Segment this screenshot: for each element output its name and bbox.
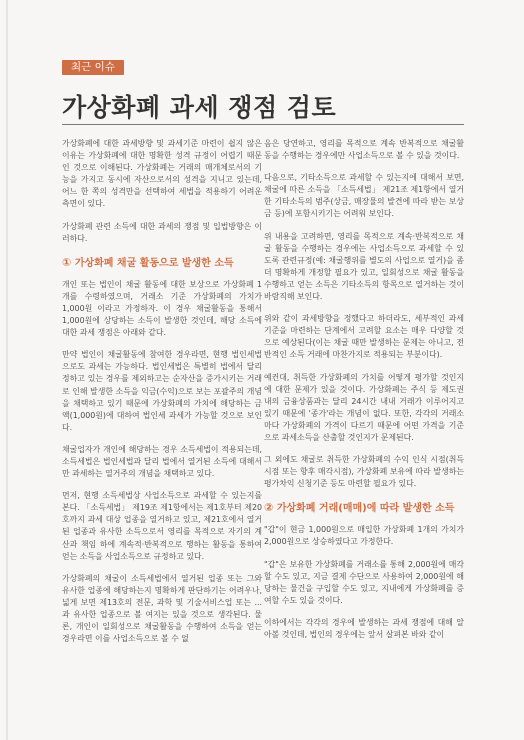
paragraph: 예컨대, 취득한 가상화폐의 가치를 어떻게 평가할 것인지에 대한 문제가 있을 것이다. 가상화폐는 주식 등 제도권 내의 금융상품과는 달리 24시간 내내 거래가 이루어지고 있기 때문에 '종가'라는 개념이 없다. 또한, 각각의 거래소마다 가상화폐의 가격이 다르기 때문에 어떤 가격을 기준으로 과세소득을 산출할 것인지가 문제된다. <box>264 372 464 442</box>
left-column <box>62 138 262 655</box>
section-heading-2 <box>264 500 464 517</box>
paragraph: 개인 또는 법인이 채굴 활동에 대한 보상으로 가상화폐 1개를 수령하였으며, 거래소 기준 가상화폐의 가치가 1,000원 이라고 가정하자. 이 경우 채굴활동을 통해서 1,000원에 상당하는 소득이 발생한 것인데, 해당 소득에 대한 과세 쟁점은 아래와 같다. <box>62 279 262 338</box>
paragraph: 그 외에도 채굴로 취득한 가상화폐의 수익 인식 시점(취득시점 또는 향후 매각시점), 가상화폐 보유에 따라 발생하는 평가차익 신청기준 등도 마련할 필요가 있다. <box>264 455 464 489</box>
paragraph: 먼저, 현행 소득세법상 사업소득으로 과세할 수 있는지를 본다. 「소득세법」 제19조 제1항에서는 제1호부터 제20호까지 과세 대상 업종을 열거하고 있고, 제21호에서 열거된 업종과 유사한 소득으로서 영리를 목적으로 자기의 계산과 책임 하에 계속적·반복적으로 행하는 활동을 통하여 얻는 소득을 사업소득으로 규정하고 있다. <box>62 491 262 561</box>
paragraph: 채굴업자가 개인에 해당하는 경우 소득세법이 적용되는데, 소득세법은 법인세법과 달리 법에서 열거된 소득에 대해서만 과세하는 열거주의 개념을 채택하고 있다. <box>62 444 262 479</box>
paragraph: 다음으로, 기타소득으로 과세할 수 있는지에 대해서 보면, 채굴에 따른 소득을 「소득세법」 제21조 제1항에서 열거한 기타소득의 범주(상금, 매장물의 발견에 따라 받는 보상금 등)에 포함시키기는 어려워 보인다. <box>264 173 464 219</box>
section-heading-1 <box>62 255 262 272</box>
article-title: 가상화폐 과세 쟁점 검토 <box>62 93 337 122</box>
section-title: 가상화폐 거래(매매)에 따라 발생한 소득 <box>276 503 455 515</box>
paragraph: 음은 당연하고, 영리를 목적으로 계속 반복적으로 채굴활동을 수행하는 경우에만 사업소득으로 볼 수 있을 것이다. <box>264 139 464 161</box>
category-tag: 최근 이슈 <box>62 60 124 75</box>
paragraph: 가상화폐에 대한 과세방향 및 과세기준 마련이 쉽지 않은 이유는 가상화폐에 대한 명확한 성격 규정이 어렵기 때문인 것으로 이해된다. 가상화폐는 거래의 매개체로서의 기능을 가지고 동시에 자산으로서의 성격을 지니고 있는데, 어느 한 쪽의 성격만을 선택하여 세법을 적용하기 어려운 측면이 있다. <box>62 139 262 209</box>
paragraph: "갑"이 현금 1,000원으로 매입한 가상화폐 1개의 가치가 2,000원으로 상승하였다고 가정한다. <box>264 525 464 547</box>
paragraph: 가상화폐의 채굴이 소득세법에서 열거된 업종 또는 그와 유사한 업종에 해당하는지 명확하게 판단하기는 어려우나, 넓게 보면 제13호의 전문, 과학 및 기술서비스업 또는 ...과 유사한 업종으로 볼 여지는 있을 것으로 생각된다. 물론, 개인이 일회성으로 채굴활동을 수행하여 소득을 얻는 경우라면 이를 사업소득으로 볼 수 없 <box>62 573 262 644</box>
right-column <box>264 138 464 651</box>
paragraph: 위와 같이 과세방향을 정했다고 하더라도, 세부적인 과세기준을 마련하는 단계에서 고려할 요소는 매우 다양할 것으로 예상된다(이는 채굴 때만 발생하는 문제는 아니고, 전반적인 소득 거래에 마찬가지로 적용되는 부분이다). <box>264 314 464 360</box>
paragraph: 위 내용을 고려하면, 영리를 목적으로 계속·반복적으로 채굴 활동을 수행하는 경우에는 사업소득으로 과세할 수 있도록 관련규정(예: 채굴행위를 별도의 사업으로 열거)을 좀 더 명확하게 개정할 필요가 있고, 일회성으로 채굴 활동을 수행하고 얻는 소득은 기타소득의 항목으로 열거하는 것이 바람직해 보인다. <box>264 231 464 302</box>
section-title: 가상화폐 채굴 활동으로 발생한 소득 <box>74 257 234 269</box>
paragraph: "갑"은 보유한 가상화폐를 거래소를 통해 2,000원에 매각할 수도 있고, 지금 결제 수단으로 사용하여 2,000원에 해당하는 물건을 구입할 수도 있고, 지내에게 가상화폐를 증여할 수도 있을 것이다. <box>264 559 464 605</box>
paragraph: 이하에서는 각각의 경우에 발생하는 과세 쟁점에 대해 알아볼 것인데, 법인의 경우에는 앞서 살펴본 바와 같이 <box>264 617 464 639</box>
title-divider <box>62 124 464 125</box>
paragraph: 가상화폐 관련 소득에 대한 과세의 쟁점 및 입법방향은 이러하다. <box>62 221 262 243</box>
section-number: ② <box>264 501 274 515</box>
section-number: ① <box>62 255 72 269</box>
paragraph: 만약 법인이 채굴활동에 참여한 경우라면, 현행 법인세법으로도 과세는 가능하다. 법인세법은 특별히 법에서 달리 정하고 있는 경우를 제외하고는 순자산을 증가시키는 거래로 인해 발생한 소득을 익금(수익)으로 보는 포괄주의 개념을 채택하고 있기 때문에 가상화폐의 가치에 해당하는 금액(1,000원)에 대하여 법인세 과세가 가능할 것으로 보인다. <box>62 350 262 432</box>
